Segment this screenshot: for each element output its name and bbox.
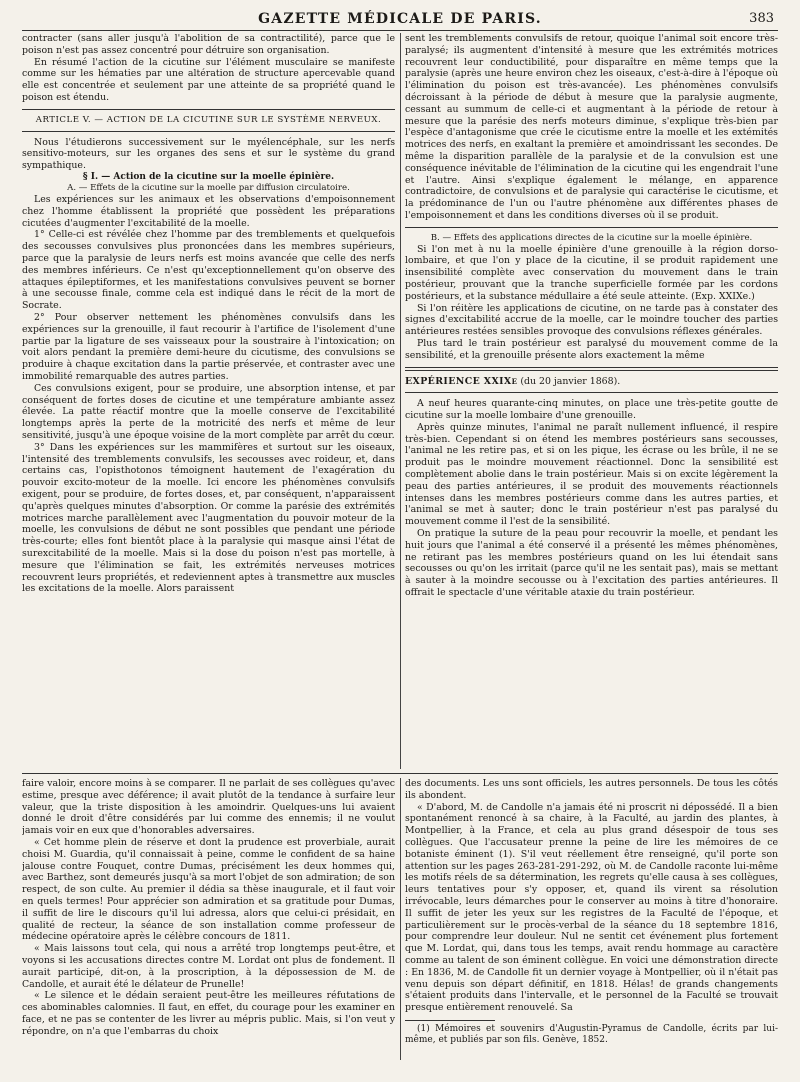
paragraph: sent les tremblements convulsifs de retour, quoique l'animal soit encore très-paralysé; ils augmentent d'intensité à mesure que les extrémités motrices recouvrent leur conductibilité, pour disparaître en même temps que la paralysie (après une heure environ chez les oiseaux, c'est-à-dire à l'époque où l'élimination du poison est très-avancée). Les phénomènes convulsifs décroissant à la période de début à mesure que la paralysie augmente, cessant au summum de celle-ci et augmentant à la période de retour à mesure que la parésie des nerfs moteurs diminue, s'explique très-bien par l'espèce d'antagonisme que crée le cicutisme entre la moelle et les extémités motrices des nerfs, en exaltant la première et amoindrissant les secondes. De même la disparition parallèle de la paralysie et de la convulsion est une conséquence inévitable de l'élimination de la cicutine qui les engendrait l'une et l'autre. Ainsi s'explique également le mélange, en apparence contradictoire, de convulsions et de paralysie qui caractérise le cicutisme, et la prédominance de l'un ou l'autre phénomène aux différentes phases de l'empoisonnement et dans les conditions diverses où il se produit. bbox=[405, 33, 778, 221]
subsection-heading: A. — Effets de la cicutine sur la moelle par diffusion circulatoire. bbox=[67, 183, 350, 194]
paragraph: « Mais laissons tout cela, qui nous a arrêté trop longtemps peut-être, et voyons si les accusations directes contre M. Lordat ont plus de fondement. Il aurait participé, dit-on, à la proscription, à la dépossession de M. de Candolle, et aurait été le délateur de Prunelle! bbox=[22, 943, 395, 990]
paragraph: 2° Pour observer nettement les phénomènes convulsifs dans les expériences sur la grenouille, il faut recourir à l'artifice de l'isolement d'une partie par la ligature de ses vaisseaux pour la soustraire à l'intoxication; on voit alors pendant la première demi-heure du cicutisme, des convulsions se produire à chaque excitation dans la partie préservée, et contraster avec une immobilité remarquable des autres parties. bbox=[22, 311, 395, 382]
column-gutter bbox=[395, 778, 405, 1060]
paragraph: « Cet homme plein de réserve et dont la prudence est proverbiale, aurait choisi M. Guardia, qu'il connaissait à peine, comme le confident de sa haine jalouse contre Fouquet, contre Dumas, précisément les deux hommes qui, avec Barthez, sont demeurés jusqu'à sa mort l'objet de son admiration; de son respect, de son culte. Au premier il dédia sa thèse inaugurale, et il faut voir en quels termes! Pour apprécier son admiration et sa gratitude pour Dumas, il suffit de lire le discours qu'il lui adressa, alors que celui-ci présidait, en qualité de recteur, la séance de son installation comme professeur de médecine opératoire après le célèbre concours de 1811. bbox=[22, 836, 395, 943]
main-article bbox=[22, 33, 778, 769]
paragraph: 3° Dans les expériences sur les mammifères et surtout sur les oiseaux, l'intensité des tremblements convulsifs, les secousses avec roideur, et, dans certains cas, l'opisthotonos témoignent hautement de l'exagération du pouvoir excito-moteur de la moelle. Ici encore les phénomènes convulsifs exigent, pour se produire, de fortes doses, et, par conséquent, n'apparaissent qu'après quelques minutes d'absorption. Or comme la parésie des extrémités motrices marche parallèlement avec l'augmentation du pouvoir moteur de la moelle, les convulsions de début ne sont possibles que pendant une période très-courte; elles font bientôt place à la paralysie qui masque ainsi l'état de surexcitabilité de la moelle. Mais si la dose du poison n'est pas mortelle, à mesure que l'élimination se fait, les extrémités nerveuses motrices recouvrent leurs propriétés, et redeviennent aptes à transmettre aux muscles les excitations de la moelle. Alors paraissent bbox=[22, 441, 395, 595]
experiment-date: (du 20 janvier 1868). bbox=[520, 375, 621, 387]
header-rule bbox=[22, 30, 778, 31]
subsection-heading: B. — Effets des applications directes de la cicutine sur la moelle épinière. bbox=[430, 232, 753, 243]
experiment-divider bbox=[405, 367, 778, 371]
column-rule bbox=[400, 778, 401, 1060]
paragraph: « D'abord, M. de Candolle n'a jamais été ni proscrit ni dépossédé. Il a bien spontanément renoncé à sa chaire, à la Faculté, au jardin des plantes, à Montpellier, à la France, et cela au plus grand désespoir de tous ses collègues. Que l'accusateur prenne la peine de lire les mémoires de ce botaniste éminent (1). S'il veut réellement être renseigné, qu'il porte son attention sur les pages 263-281-291-292, où M. de Candolle raconte lui-même les motifs réels de sa détermination, les regrets qu'elle causa à ses collègues, leurs tentatives pour s'y opposer, et, quand ils virent sa résolution irrévocable, leurs démarches pour le conserver au moins à titre d'honoraire. Il suffit de jeter les yeux sur les registres de la Faculté de l'époque, et particulièrement sur le procès-verbal de la séance du 18 septembre 1816, pour comprendre leur douleur. Nul ne sentit cet événement plus fortement que M. Lordat, qui, dans tous les temps, avait rendu hommage au caractère comme au talent de son éminent collègue. En voici une démonstration directe : En 1836, M. de Candolle fit un dernier voyage à Montpellier, où il n'était pas venu depuis son départ définitif, en 1818. Hélas! de grands changements s'étaient produits dans l'intervalle, et le personnel de la Faculté se trouvait presque entièrement renouvelé. Sa bbox=[405, 801, 778, 1014]
feuilleton bbox=[22, 773, 778, 1060]
column-rule bbox=[400, 33, 401, 769]
paragraph: Après quinze minutes, l'animal ne paraît nullement influencé, il respire très-bien. Cependant si on étend les membres postérieurs sans secousses, l'animal ne les retire pas, et si on les pique, les écrase ou les brûle, il ne se produit pas le moindre mouvement réactionnel. Donc la sensibilité est complètement abolie dans le train postérieur. Mais si on excite légèrement la peau des parties antérieures, il se produit des mouvements réactionnels intenses dans les membres postérieurs comme dans les autres parties, et l'animal se met à sauter; donc le train postérieur n'est pas paralysé du mouvement comme il l'est de la sensibilité. bbox=[405, 421, 778, 528]
divider bbox=[22, 131, 395, 132]
paragraph: Si l'on met à nu la moelle épinière d'une grenouille à la région dorso-lombaire, et que l'on y place de la cicutine, il se produit rapidement une insensibilité complète avec conservation du mouvement dans le train postérieur, prouvant que la tranche superficielle formée par les cordons postérieurs, et la substance médullaire a été seule atteinte. (Exp. XXIXe.) bbox=[405, 243, 778, 302]
paragraph: des documents. Les uns sont officiels, les autres personnels. De tous les côtés ils abondent. bbox=[405, 778, 778, 801]
paragraph: En résumé l'action de la cicutine sur l'élément musculaire se manifeste comme sur les hématies par une altération de structure apercevable quand elle est concentrée et seulement par une atteinte de sa propriété quand le poison est étendu. bbox=[22, 56, 395, 103]
column-right bbox=[405, 33, 778, 769]
section-heading: § I. — Action de la cicutine sur la moelle épinière. bbox=[82, 171, 335, 182]
paragraph: Les expériences sur les animaux et les observations d'empoisonnement chez l'homme établissent la propriété que possèdent les préparations cicutées d'augmenter l'excitabilité de la moelle. bbox=[22, 194, 395, 229]
divider bbox=[405, 392, 778, 393]
column-gutter bbox=[395, 33, 405, 769]
paragraph: On pratique la suture de la peau pour recouvrir la moelle, et pendant les huit jours que l'animal a été conservé il a présenté les mêmes phénomènes, ne retirant pas les membres postérieurs quand on les lui étendait sans secousses ou qu'on les irritait (parce qu'il ne les sentait pas), mais se mettant à sauter à la moindre secousse ou à l'excitation des parties antérieures. Il offrait le spectacle d'une véritable ataxie du train postérieur. bbox=[405, 528, 778, 599]
paragraph: Ces convulsions exigent, pour se produire, une absorption intense, et par conséquent de fortes doses de cicutine et une température ambiante assez élevée. La patte réactif montre que la moelle conserve de l'excitabilité longtemps après la perte de la motricité des nerfs et même de leur sensitivité, jusqu'à une époque voisine de la mort complète par arrêt du cœur. bbox=[22, 382, 395, 441]
paragraph: Nous l'étudierons successivement sur le myélencéphale, sur les nerfs sensitivo-moteurs, sur les organes des sens et sur le système du grand sympathique. bbox=[22, 136, 395, 172]
feuilleton-column-left bbox=[22, 778, 395, 1060]
paragraph: faire valoir, encore moins à se comparer. Il ne parlait de ses collègues qu'avec estime, presque avec déférence; il avait plutôt de la tendance à surfaire leur valeur, que la triste disposition à les amoindrir. Quelques-uns lui avaient donné le droit d'être considérés par lui comme des ennemis; il ne voulut jamais voir en eux que d'honorables adversaires. bbox=[22, 778, 395, 837]
experiment-heading bbox=[405, 376, 778, 388]
paragraph: A neuf heures quarante-cinq minutes, on place une très-petite goutte de cicutine sur la moelle lombaire d'une grenouille. bbox=[405, 398, 778, 422]
footnote: (1) Mémoires et souvenirs d'Augustin-Pyramus de Candolle, écrits par lui-même, et publiés par son fils. Genève, 1852. bbox=[405, 1023, 778, 1046]
journal-title: GAZETTE MÉDICALE DE PARIS. bbox=[258, 11, 542, 27]
page-header bbox=[22, 8, 778, 30]
column-left bbox=[22, 33, 395, 769]
feuilleton-column-right bbox=[405, 778, 778, 1060]
article-heading: ARTICLE V. — ACTION DE LA CICUTINE SUR LE SYSTÈME NERVEUX. bbox=[35, 114, 382, 125]
paragraph: « Le silence et le dédain seraient peut-être les meilleures réfutations de ces abominables calomnies. Il faut, en effet, du courage pour les examiner en face, et ne pas se contenter de les livrer au mépris public. Mais, si l'on veut y répondre, on n'a que l'embarras du choix bbox=[22, 990, 395, 1037]
experiment-label: EXPÉRIENCE XXIXe bbox=[405, 375, 518, 387]
paragraph: Plus tard le train postérieur est paralysé du mouvement comme de la sensibilité, et la grenouille présente alors exactement la même bbox=[405, 337, 778, 361]
paragraph: Si l'on réitère les applications de cicutine, on ne tarde pas à constater des signes d'excitabilité accrue de la moelle, car le moindre toucher des parties antérieures restées sensibles provoque des convulsions réflexes générales. bbox=[405, 302, 778, 338]
divider bbox=[22, 109, 395, 110]
paragraph: contracter (sans aller jusqu'à l'abolition de sa contractilité), parce que le poison n'est pas assez concentré pour détruire son organisation. bbox=[22, 33, 395, 56]
paragraph: 1° Celle-ci est révélée chez l'homme par des tremblements et quelquefois des secousses convulsives plus prononcées dans les membres supérieurs, parce que la paralysie de leurs nerfs est moins avancée que celle des nerfs des membres inférieurs. Ce n'est qu'exceptionnellement qu'on observe des attaques épileptiformes, et les manifestations convulsives peuvent se borner à une secousse finale, comme cela est indiqué dans le récit de la mort de Socrate. bbox=[22, 229, 395, 312]
divider bbox=[405, 227, 778, 228]
footnote-rule bbox=[405, 1020, 495, 1021]
page-number: 383 bbox=[749, 11, 774, 26]
